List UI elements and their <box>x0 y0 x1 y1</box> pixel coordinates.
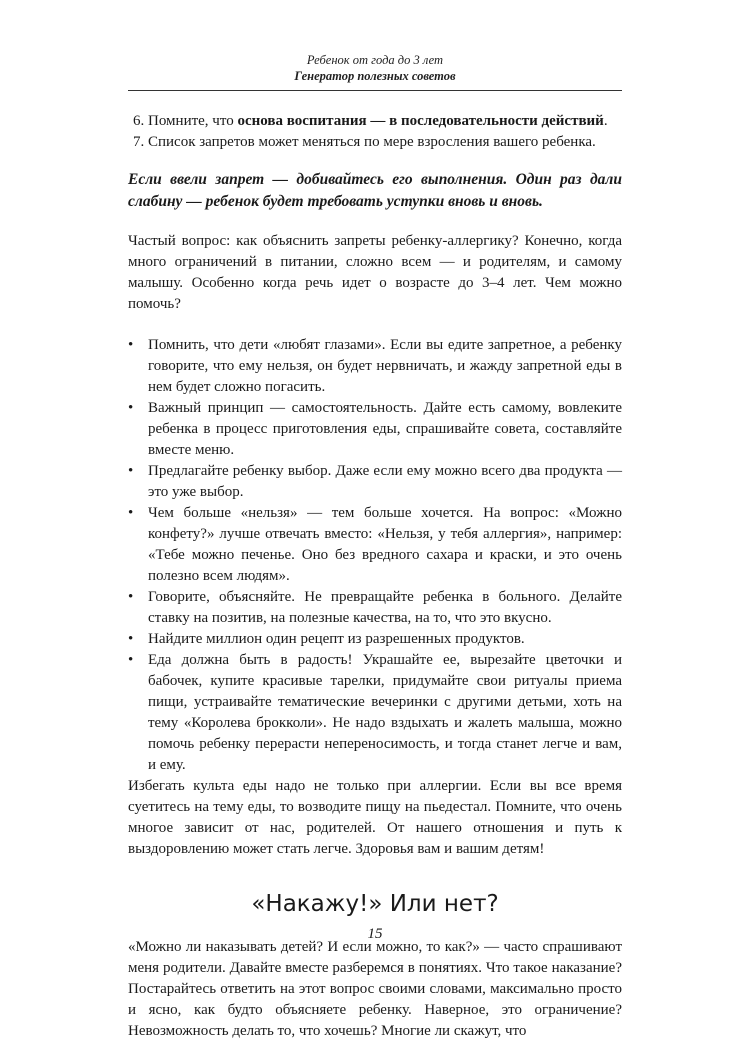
bullet-item: • Важный принцип — самостоятельность. Дайте есть самому, вовлеките ребенка в процесс приготовления еды, спрашивайте совета, составляйте вместе меню. <box>148 398 622 461</box>
closing-paragraph: Избегать культа еды надо не только при аллергии. Если вы все время суетитесь на тему еды, то возводите пищу на пьедестал. Помните, что очень многое зависит от нас, родителей. От нашего отношения и путь к выздоровлению может стать легче. Здоровья вам и вашим детям! <box>128 778 622 857</box>
running-header <box>128 52 622 91</box>
callout-text: Если ввели запрет — добивайтесь его выполнения. Один раз дали слабину — ребенок будет требовать уступки вновь и вновь. <box>128 171 622 210</box>
bullet-item: • Говорите, объясняйте. Не превращайте ребенка в больного. Делайте ставку на позитив, на полезные качества, на то, что это вкусно. <box>148 587 622 629</box>
bullet-item: • Чем больше «нельзя» — тем больше хочется. На вопрос: «Можно конфету?» лучше отвечать вместо: «Нельзя, у тебя аллергия», например: «Тебе можно печенье. Оно без вредного сахара и краски, и это очень полезно всем людям». <box>148 503 622 587</box>
page-content <box>128 111 622 1042</box>
chapter-title: Генератор полезных советов <box>294 69 456 83</box>
list-item-before: Помните, что <box>148 113 238 129</box>
bullet-item: • Помнить, что дети «любят глазами». Если вы едите запретное, а ребенку говорите, что ему нельзя, он будет нервничать, и жажду запретной еды в нем будет сложно погасить. <box>148 335 622 398</box>
list-item-after: . <box>603 113 608 129</box>
book-title: Ребенок от года до 3 лет <box>306 53 444 67</box>
numbered-list <box>128 111 622 153</box>
bullet-list <box>128 335 622 776</box>
section-heading: «Накажу!» Или нет? <box>251 891 499 917</box>
list-item: 7. Список запретов может меняться по мере взросления вашего ребенка. <box>148 132 622 153</box>
section-paragraph: «Можно ли наказывать детей? И если можно, то как?» — часто спрашивают меня родители. Давайте вместе разберемся в понятиях. Что такое наказание? Постарайтесь ответить на этот вопрос своими словами, максимально просто и ясно, как будто объясняете ребенку. Наверное, это ограничение? Невозможность делать то, что хочешь? Многие ли скажут, что <box>128 939 622 1039</box>
question-paragraph: Частый вопрос: как объяснить запреты ребенку-аллергику? Конечно, когда много ограничений в питании, сложно всем — и родителям, и самому малышу. Особенно когда речь идет о возрасте до 3–4 лет. Чем можно помочь? <box>128 233 622 312</box>
book-page <box>128 52 622 1042</box>
page-number: 15 <box>367 926 383 942</box>
bullet-item: • Еда должна быть в радость! Украшайте ее, вырезайте цветочки и бабочек, купите красивые тарелки, придумайте свои ритуалы приема пищи, устраивайте тематические вечеринки с другими детьми, хоть на тему «Королева брокколи». Не надо вздыхать и жалеть малыша, можно помочь ребенку перерасти непереносимость, и тогда станет легче и вам, и ему. <box>148 650 622 776</box>
bullet-item: • Предлагайте ребенку выбор. Даже если ему можно всего два продукта — это уже выбор. <box>148 461 622 503</box>
list-item-bold: основа воспитания — в последовательности действий <box>237 113 604 129</box>
bullet-item: • Найдите миллион один рецепт из разрешенных продуктов. <box>148 629 622 650</box>
list-item <box>148 111 622 132</box>
